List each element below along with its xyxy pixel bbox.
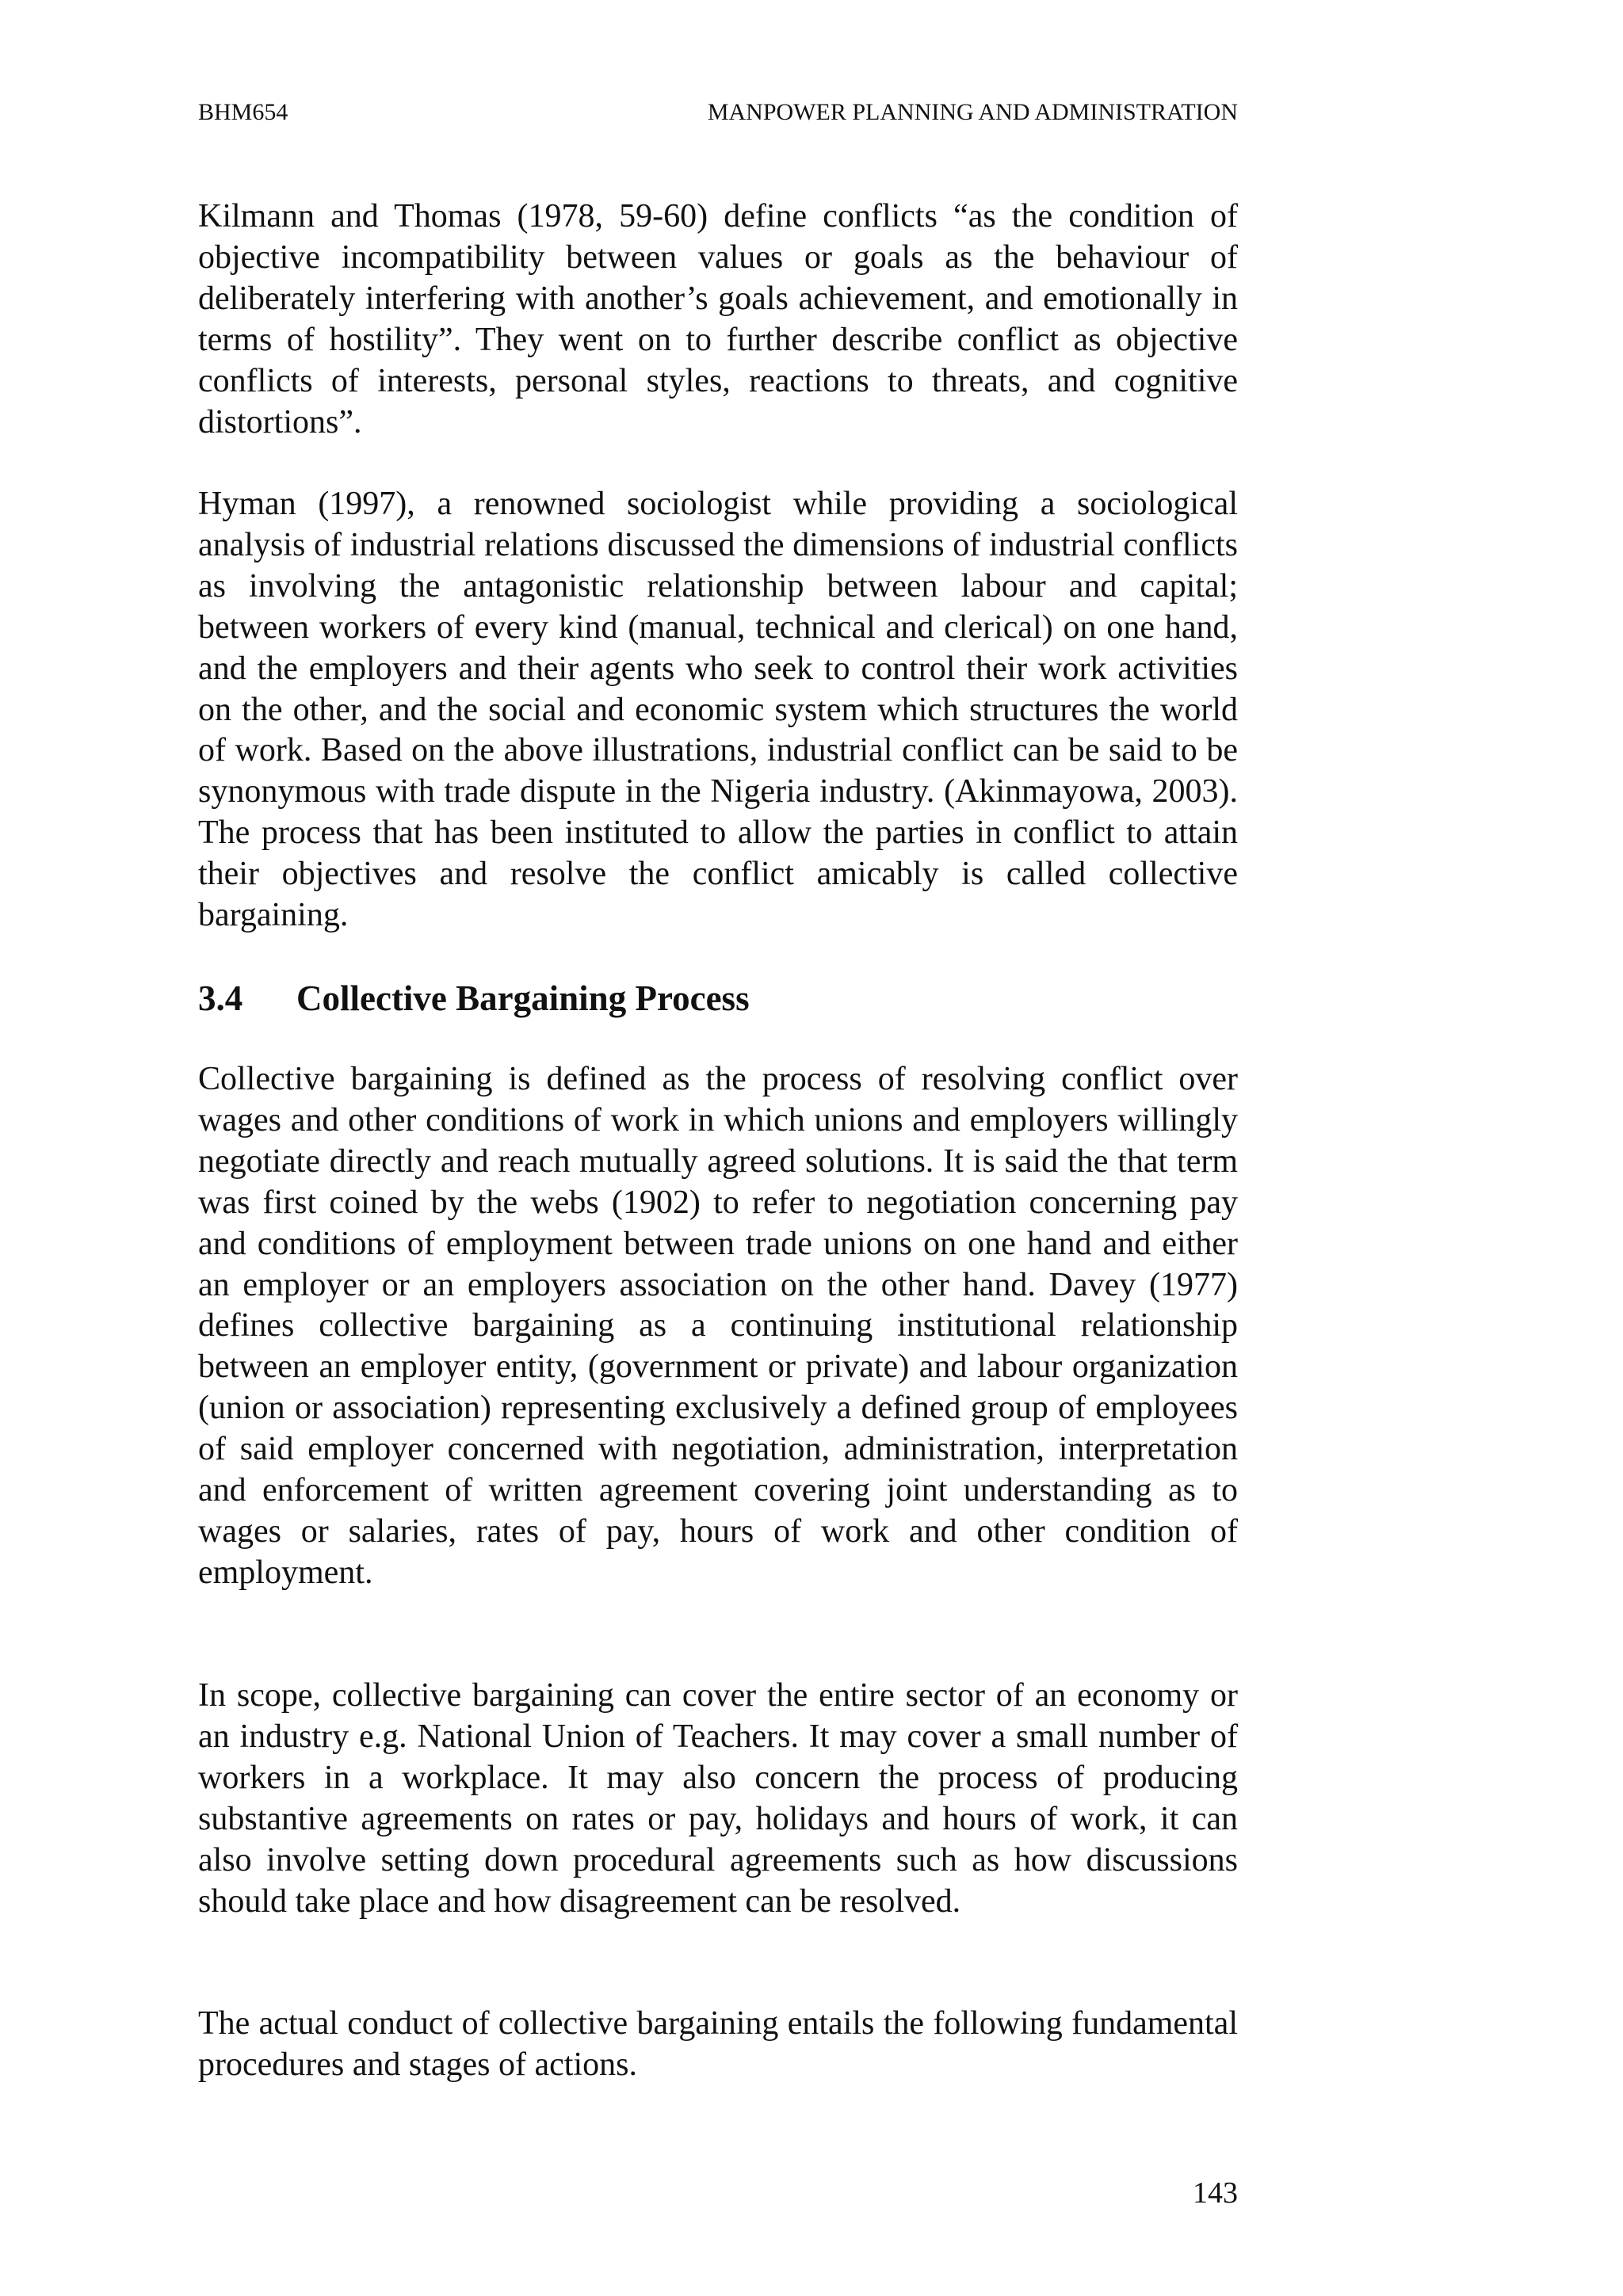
page-number: 143 bbox=[1193, 2176, 1238, 2210]
section-title: Collective Bargaining Process bbox=[296, 978, 750, 1018]
paragraph-hyman: Hyman (1997), a renowned sociologist while providing a sociological analysis of industrial relations discussed the dimensions of industrial conflicts as involving the antagonistic relationship between labour and capital; between workers of every kind (manual, technical and clerical) on one hand, and the employers and their agents who seek to control their work activities on the other, and the social and economic system which structures the world of work. Based on the above illustrations, industrial conflict can be said to be synonymous with trade dispute in the Nigeria industry. (Akinmayowa, 2003). The process that has been instituted to allow the parties in conflict to attain their objectives and resolve the conflict amicably is called collective bargaining. bbox=[198, 486, 1238, 934]
paragraph-collective-bargaining-definition: Collective bargaining is defined as the process of resolving conflict over wages and other conditions of work in which unions and employers willingly negotiate directly and reach mutually agreed solutions. It is said the that term was first coined by the webs (1902) to refer to negotiation concerning pay and conditions of employment between trade unions on one hand and either an employer or an employers association on the other hand. Davey (1977) defines collective bargaining as a continuing institutional relationship between an employer entity, (government or private) and labour organization (union or association) representing exclusively a defined group of employees of said employer concerned with negotiation, administration, interpretation and enforcement of written agreement covering joint understanding as to wages or salaries, rates of pay, hours of work and other condition of employment. bbox=[198, 1061, 1238, 1591]
course-code: BHM654 bbox=[198, 99, 288, 125]
paragraph-conduct: The actual conduct of collective bargaining entails the following fundamental procedures and stages of actions. bbox=[198, 2005, 1238, 2083]
section-number: 3.4 bbox=[198, 978, 243, 1018]
course-title: MANPOWER PLANNING AND ADMINISTRATION bbox=[707, 99, 1238, 125]
section-heading bbox=[198, 976, 1238, 1020]
paragraph-scope: In scope, collective bargaining can cover the entire sector of an economy or an industry e.g. National Union of Teachers. It may cover a small number of workers in a workplace. It may also concern the process of producing substantive agreements on rates or pay, holidays and hours of work, it can also involve setting down procedural agreements such as how discussions should take place and how disagreement can be resolved. bbox=[198, 1677, 1238, 1920]
paragraph-kilmann-thomas: Kilmann and Thomas (1978, 59-60) define conflicts “as the condition of objective incompatibility between values or goals as the behaviour of deliberately interfering with another’s goals achievement, and emotionally in terms of hostility”. They went on to further describe conflict as objective conflicts of interests, personal styles, reactions to threats, and cognitive distortions”. bbox=[198, 198, 1238, 441]
